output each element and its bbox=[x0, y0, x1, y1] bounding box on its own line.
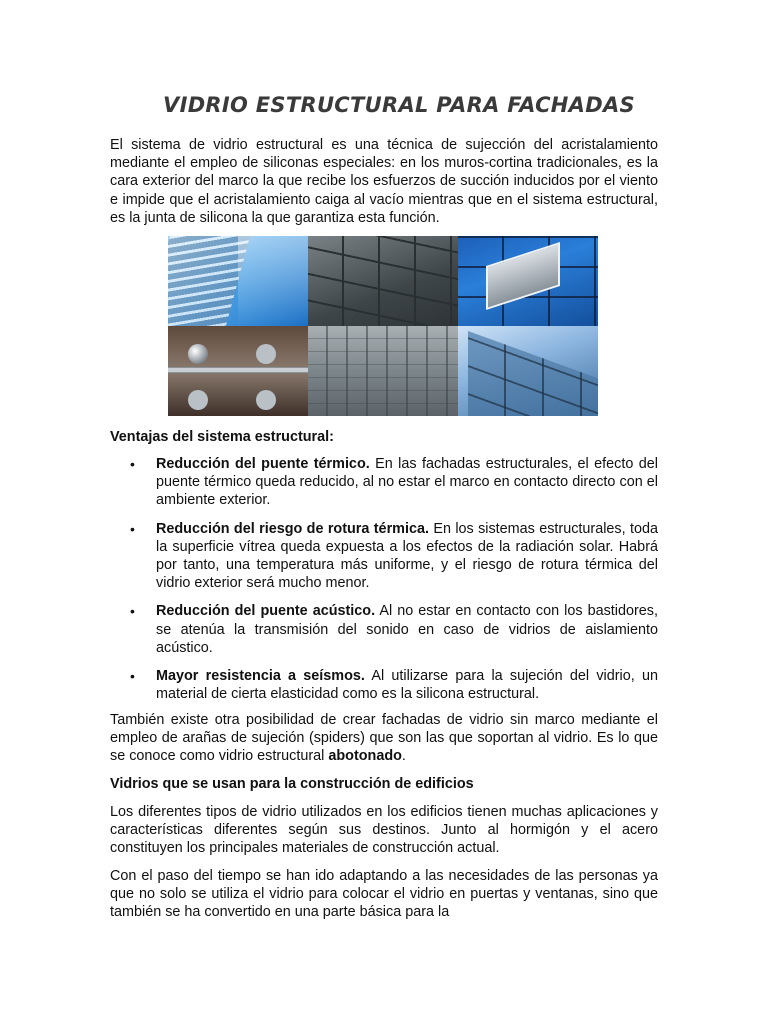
glass-curtain-wall-image bbox=[308, 326, 458, 416]
list-item bbox=[110, 520, 658, 593]
bullet-icon: • bbox=[130, 603, 135, 620]
spider-text: También existe otra posibilidad de crear fachadas de vidrio sin marco mediante el empleo de arañas de sujeción (spiders) que son las que soportan al vidrio. Es lo que se conoce como vidrio estructural bbox=[110, 712, 658, 765]
bullet-icon: • bbox=[130, 668, 135, 685]
glass-staircase-image bbox=[168, 236, 308, 326]
advantages-list bbox=[110, 455, 658, 713]
glass-tower-image bbox=[458, 326, 598, 416]
list-item bbox=[110, 602, 658, 657]
advantages-heading: Ventajas del sistema estructural: bbox=[110, 429, 334, 445]
list-item bbox=[110, 455, 658, 510]
abotonado-term: abotonado bbox=[328, 748, 402, 765]
spider-fittings-image bbox=[168, 326, 308, 416]
advantage-text: Al utilizarse para la sujeción del vidrio, un material de cierta elasticidad como es la silicona estructural. bbox=[156, 668, 658, 703]
page-title: VIDRIO ESTRUCTURAL PARA FACHADAS bbox=[163, 93, 635, 117]
spider-end: . bbox=[401, 748, 406, 765]
intro-paragraph: El sistema de vidrio estructural es una técnica de sujección del acristalamiento mediante el empleo de siliconas especiales: en los muros-cortina tradicionales, es la cara exterior del marco la que recibe los esfuerzos de succión inducidos por el viento e impide que el acristalamiento caiga al vacío mientras que en el sistema estructural, es la junta de silicona la que garantiza esta función. bbox=[110, 137, 658, 226]
advantage-text: En las fachadas estructurales, el efecto del puente térmico queda reducido, al no estar el marco en contacto directo con el ambiente exterior. bbox=[156, 456, 658, 509]
facade-image-collage bbox=[168, 236, 598, 416]
spider-paragraph bbox=[110, 711, 658, 766]
advantage-text: Al no estar en contacto con los bastidores, se atenúa la transmisión del sonido en caso de vidrios de aislamiento acústico. bbox=[156, 603, 658, 656]
blue-glass-building-image bbox=[458, 236, 598, 326]
bullet-icon: • bbox=[130, 520, 135, 537]
advantage-title: Reducción del puente térmico. bbox=[156, 456, 370, 472]
advantage-text: En los sistemas estructurales, toda la superficie vítrea queda expuesta a los efectos de la radiación solar. Habrá por tanto, una temperatura más uniforme, y el riesgo de rotura térmica del vidrio exterior será mucho menor. bbox=[156, 520, 658, 592]
list-item bbox=[110, 667, 658, 703]
glass-types-heading: Vidrios que se usan para la construcción de edificios bbox=[110, 776, 474, 792]
advantage-title: Mayor resistencia a seísmos. bbox=[156, 668, 365, 685]
glass-types-paragraph: Los diferentes tipos de vidrio utilizados en los edificios tienen muchas aplicaciones y características diferentes según sus destinos. Junto al hormigón y el acero constituyen los principales materiales de construcción actual. bbox=[110, 804, 658, 857]
bullet-icon: • bbox=[130, 456, 135, 472]
dark-glass-facade-image bbox=[308, 236, 458, 326]
advantage-title: Reducción del puente acústico. bbox=[156, 603, 376, 620]
advantage-title: Reducción del riesgo de rotura térmica. bbox=[156, 520, 429, 537]
time-paragraph: Con el paso del tiempo se han ido adaptando a las necesidades de las personas ya que no solo se utiliza el vidrio para colocar el vidrio en puertas y ventanas, sino que también se ha convertido en una parte básica para la bbox=[110, 868, 658, 921]
